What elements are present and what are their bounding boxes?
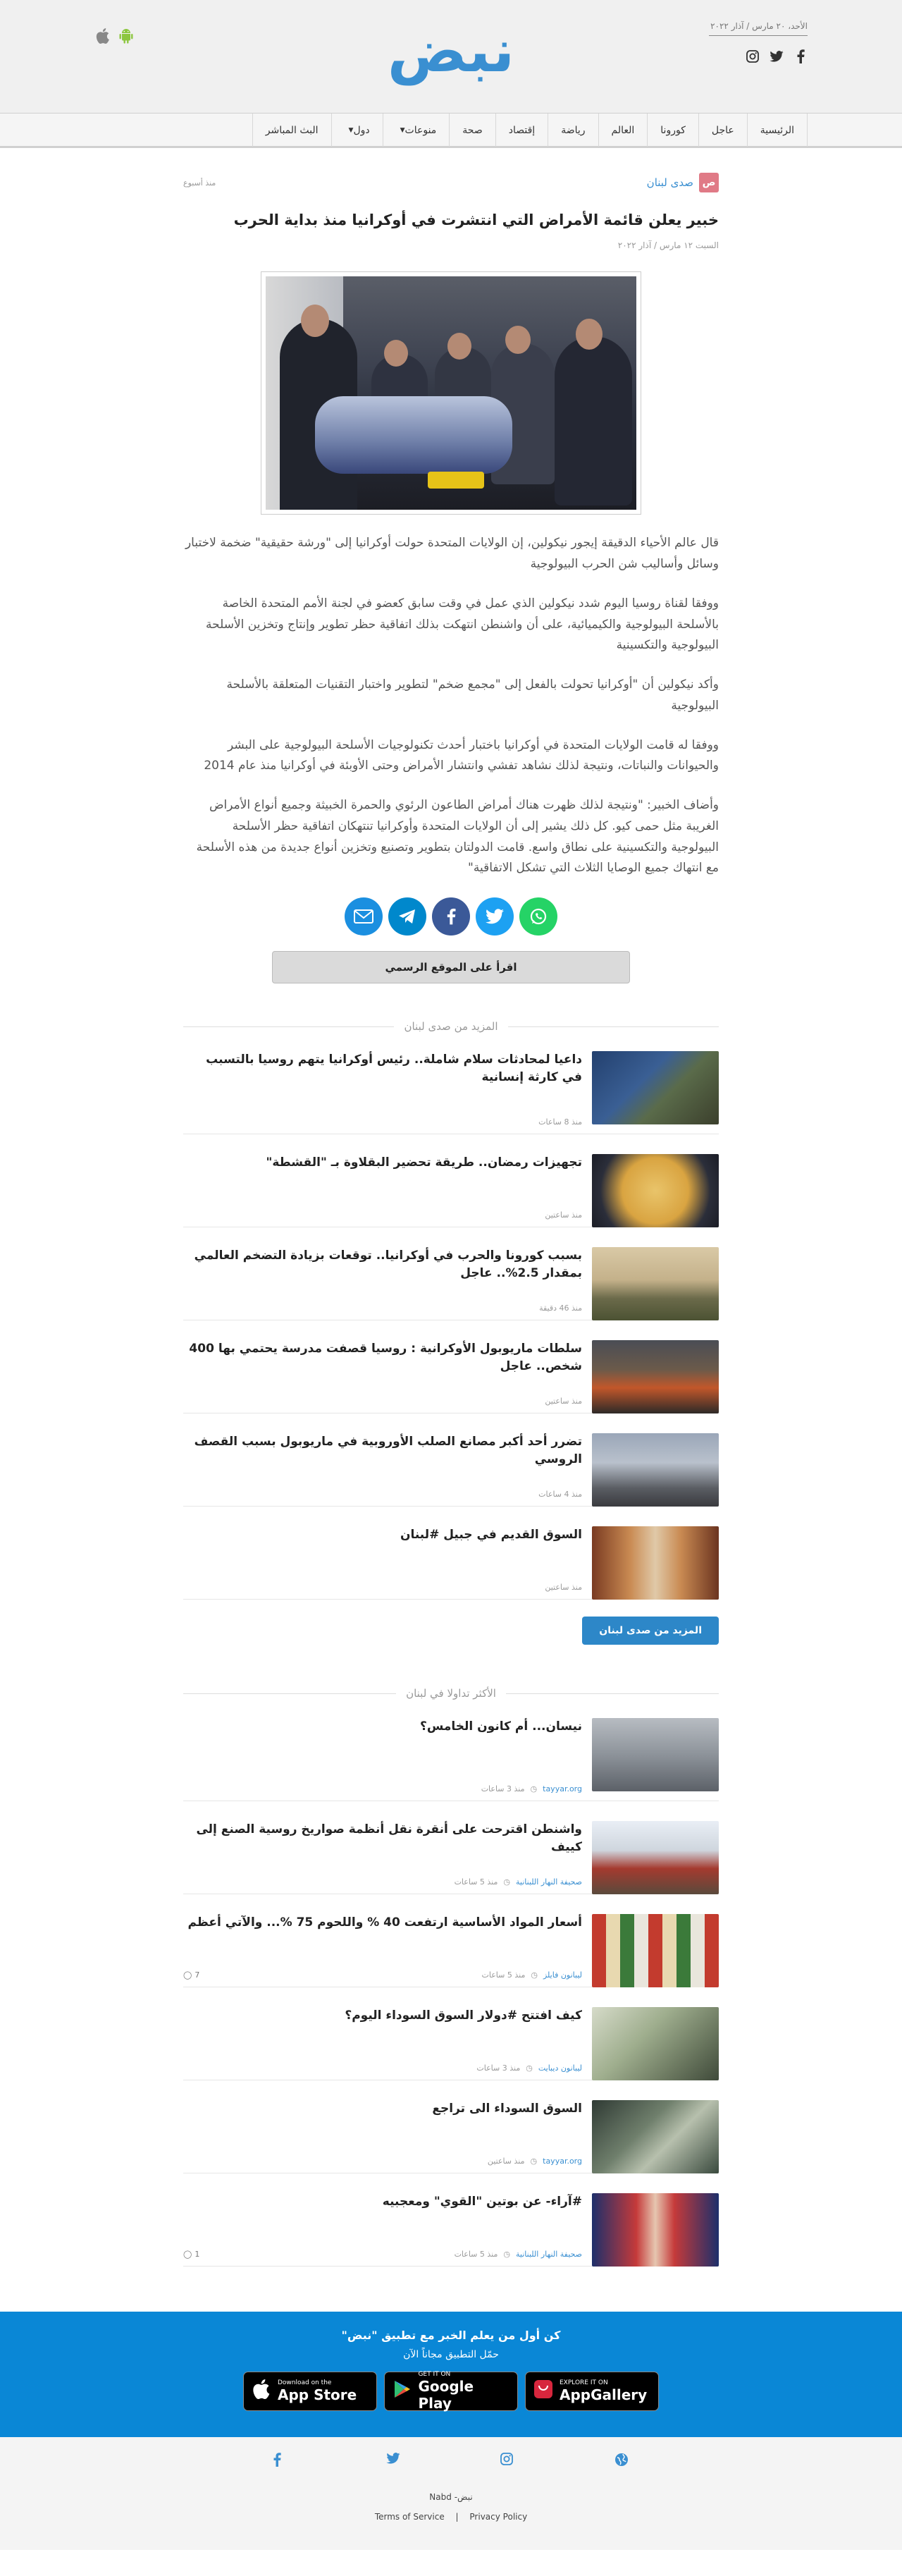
- list-item[interactable]: [183, 1718, 719, 1801]
- instagram-icon[interactable]: [746, 49, 760, 63]
- clock-icon: ◷: [531, 1970, 538, 1980]
- most-read-header: [183, 1687, 719, 1700]
- instagram-icon[interactable]: [500, 2453, 516, 2468]
- list-item[interactable]: [183, 1997, 719, 2080]
- news-title: داعيا لمحادثات سلام شاملة.. رئيس أوكرانيا يتهم روسيا بالتسبب في كارثة إنسانية: [206, 1053, 582, 1084]
- clock-icon: ◷: [530, 2157, 538, 2166]
- news-time: منذ 3 ساعات: [481, 1784, 525, 1794]
- article-content: [183, 148, 719, 2267]
- terms-link[interactable]: Terms of Service: [374, 2512, 445, 2522]
- news-title: كيف افتتح #دولار السوق السوداء اليوم؟: [345, 2008, 582, 2023]
- more-from-list: [183, 1051, 719, 1600]
- nav-item-countries-label: دول: [353, 124, 370, 136]
- news-thumbnail: [592, 1526, 719, 1600]
- news-time: منذ 3 ساعات: [476, 2063, 521, 2073]
- header-social: [746, 49, 808, 63]
- app-store-badge[interactable]: [243, 2372, 377, 2411]
- article-paragraph: وأضاف الخبير: "ونتيجة لذلك ظهرت هناك أمراض الطاعون الرئوي والحمرة الخبيثة وجميع أنواع الأمراض الغريبة مثل حمى كيو. كل ذلك يشير إلى أن الولايات المتحدة وأوكرانيا تنتهكان اتفاقية حظر الأسلحة البيولوجية والتكسينية على نطاق واسع. قامت الدولتان بتطوير وتصنيع وتخزين أنواع جديدة من هذه الأسلحة مع انتهاك جميع الوصايا الثلاث التي تشكل الاتفاقية": [196, 798, 719, 876]
- clock-icon: ◷: [530, 1784, 538, 1794]
- article-body: [183, 533, 719, 879]
- most-read-title: الأكثر تداولا في لبنان: [406, 1687, 496, 1700]
- nav-item-live[interactable]: البث المباشر: [252, 114, 331, 147]
- comment-icon: ◯: [183, 1970, 192, 1980]
- news-time: منذ 5 ساعات: [454, 2250, 498, 2259]
- article-paragraph: وأكد نيكولين أن "أوكرانيا تحولت بالفعل إلى "مجمع ضخم" لتطوير واختبار التقنيات المتعلقة بالأسلحة البيولوجية: [226, 677, 719, 713]
- source-age: منذ أسبوع: [183, 178, 216, 188]
- news-thumbnail: [592, 1051, 719, 1124]
- badge-small-text: GET IT ON: [418, 2371, 451, 2379]
- comments-number: 1: [194, 2250, 200, 2259]
- most-read-list: [183, 1718, 719, 2267]
- news-title: #آراء- عن بوتين "القوي" ومعجبيه: [382, 2195, 582, 2209]
- news-thumbnail: [592, 1433, 719, 1507]
- source-row: [183, 171, 719, 195]
- list-item[interactable]: [183, 1904, 719, 1987]
- news-title: تضرر أحد أكبر مصانع الصلب الأوروبية في ماريوبول بسبب القصف الروسي: [194, 1435, 582, 1466]
- footer-brand: نبض- Nabd: [429, 2492, 473, 2503]
- caret-down-icon: ▼: [348, 126, 354, 134]
- top-header: [0, 0, 902, 113]
- app-download-banner: [0, 2312, 902, 2437]
- news-title: سلطات ماريوبول الأوكرانية : روسيا قصفت مدرسة يحتمي بها 400 شخص.. عاجل: [189, 1342, 582, 1373]
- article-paragraph: ووفقا له قامت الولايات المتحدة في أوكرانيا باختبار أحدث تكنولوجيات الأسلحة البيولوجية على البشر والحيوانات والنباتات، ونتيجة لذلك نشاهد تفشي وانتشار الأمراض وحتى الأوبئة في أوكرانيا منذ عام 2014: [204, 737, 719, 773]
- news-title: السوق القديم في جبيل #لبنان: [400, 1528, 582, 1542]
- news-source[interactable]: صحيفة النهار اللبنانية: [516, 1877, 582, 1887]
- list-item[interactable]: [183, 1423, 719, 1507]
- news-thumbnail: [592, 1247, 719, 1320]
- news-thumbnail: [592, 1718, 719, 1791]
- footer-social: [0, 2453, 902, 2468]
- news-time: منذ ساعتين: [545, 1210, 582, 1220]
- article-date: السبت ١٢ مارس / آذار ٢٠٢٢: [617, 240, 719, 251]
- news-time: منذ 5 ساعات: [481, 1970, 526, 1980]
- list-item[interactable]: [183, 1811, 719, 1894]
- news-time: منذ ساعتين: [545, 1583, 582, 1593]
- news-thumbnail: [592, 1821, 719, 1894]
- app-banner-subtitle: حمّل التطبيق مجاناً الآن: [403, 2349, 499, 2361]
- apple-icon[interactable]: [94, 28, 110, 44]
- source-logo: ص: [699, 173, 719, 192]
- source-name: صدى لبنان: [646, 176, 693, 189]
- share-telegram-button[interactable]: [388, 897, 426, 936]
- facebook-icon[interactable]: [272, 2453, 288, 2468]
- news-time: منذ 4 ساعات: [538, 1490, 582, 1499]
- apple-icon: [251, 2379, 272, 2404]
- appgallery-badge[interactable]: [525, 2372, 659, 2411]
- news-time: منذ 46 دقيقة: [539, 1304, 582, 1313]
- globe-icon[interactable]: [614, 2453, 630, 2468]
- footer-links: [0, 2512, 902, 2522]
- news-title: تجهيزات رمضان.. طريقة تحضير البقلاوة بـ "القشطة": [266, 1155, 582, 1170]
- clock-icon: ◷: [503, 1877, 510, 1887]
- news-time: منذ 8 ساعات: [538, 1117, 582, 1127]
- article-photo: [266, 276, 636, 510]
- article-title: خبير يعلن قائمة الأمراض التي انتشرت في أوكرانيا منذ بداية الحرب: [233, 211, 719, 228]
- android-icon[interactable]: [118, 28, 134, 44]
- news-source[interactable]: ليبانون فايلز: [543, 1970, 582, 1980]
- telegram-icon: [398, 908, 416, 925]
- list-item[interactable]: [183, 1516, 719, 1600]
- google-play-badge[interactable]: [384, 2372, 518, 2411]
- clock-icon: ◷: [503, 2250, 510, 2259]
- news-title: السوق السوداء الى تراجع: [432, 2102, 582, 2116]
- nav-item-misc-label: منوعات: [404, 124, 437, 136]
- news-time: منذ ساعتين: [545, 1397, 582, 1406]
- nav-item-countries[interactable]: [331, 114, 383, 147]
- news-thumbnail: [592, 1154, 719, 1227]
- facebook-icon: [445, 907, 457, 926]
- nav-item-sports[interactable]: رياضة: [548, 114, 598, 147]
- more-from-source-button[interactable]: المزيد من صدى لبنان: [582, 1617, 719, 1645]
- share-whatsapp-button[interactable]: [519, 897, 557, 936]
- article-paragraph: ووفقا لقناة روسيا اليوم شدد نيكولين الذي عمل في وقت سابق كعضو في لجنة الأمم المتحدة الخاصة بالأسلحة البيولوجية والكيميائية، على أن واشنطن انتهكت بذلك اتفاقية حظر تطوير وإنتاج وتخزين الأسلحة البيولوجية والتكسينية: [205, 596, 719, 653]
- header-date: الأحد، ٢٠ مارس / آذار ٢٠٢٢: [709, 21, 808, 36]
- news-title: واشنطن اقترحت على أنقرة نقل أنظمة صواريخ روسية الصنع إلى كييف: [196, 1822, 582, 1854]
- list-item[interactable]: [183, 2090, 719, 2173]
- comments-count[interactable]: [183, 2250, 199, 2259]
- badge-small-text: Download on the: [278, 2379, 332, 2387]
- news-title: نيسان... أم كانون الخامس؟: [419, 1719, 582, 1734]
- list-item[interactable]: [183, 1237, 719, 1320]
- more-from-header: [183, 1020, 719, 1033]
- email-icon: [354, 909, 373, 924]
- comment-icon: ◯: [183, 2250, 192, 2259]
- facebook-icon[interactable]: [793, 49, 808, 63]
- list-item[interactable]: [183, 1144, 719, 1227]
- list-item[interactable]: [183, 1051, 719, 1134]
- news-thumbnail: [592, 1340, 719, 1413]
- article-image: [261, 271, 641, 515]
- news-title: أسعار المواد الأساسية ارتفعت 40 % واللحوم 75 %... والآتي أعظم: [187, 1915, 582, 1930]
- badge-big-text: Google Play: [418, 2378, 474, 2412]
- appgallery-icon: [533, 2379, 554, 2404]
- comments-number: 7: [194, 1970, 200, 1980]
- twitter-icon[interactable]: [770, 49, 784, 63]
- twitter-icon[interactable]: [386, 2453, 402, 2468]
- list-item[interactable]: [183, 2183, 719, 2267]
- main-nav: [0, 113, 902, 148]
- news-time: منذ 5 ساعات: [454, 1877, 498, 1887]
- share-facebook-button[interactable]: [432, 897, 470, 936]
- badge-big-text: AppGallery: [560, 2386, 648, 2404]
- source-brand[interactable]: [647, 173, 719, 192]
- google-play-icon: [392, 2380, 412, 2403]
- privacy-link[interactable]: Privacy Policy: [469, 2512, 528, 2522]
- share-row: [183, 897, 719, 936]
- news-source[interactable]: ليبانون ديبايت: [538, 2063, 582, 2073]
- store-badges: [0, 2372, 902, 2411]
- news-thumbnail: [592, 2007, 719, 2080]
- nav-item-home[interactable]: الرئيسية: [747, 114, 808, 147]
- store-icons: [94, 28, 134, 44]
- caret-down-icon: ▼: [400, 126, 405, 134]
- share-twitter-button[interactable]: [476, 897, 514, 936]
- nav-item-urgent[interactable]: عاجل: [698, 114, 747, 147]
- clock-icon: ◷: [526, 2063, 533, 2073]
- app-banner-title: كن أول من يعلم الخبر مع تطبيق "نبض": [341, 2329, 561, 2343]
- comments-count[interactable]: [183, 1970, 199, 1980]
- site-logo[interactable]: نبض: [387, 16, 515, 85]
- more-from-title: المزيد من صدى لبنان: [404, 1020, 498, 1034]
- news-source[interactable]: tayyar.org: [543, 1784, 582, 1794]
- news-source[interactable]: صحيفة النهار اللبنانية: [516, 2250, 582, 2259]
- nav-item-world[interactable]: العالم: [598, 114, 648, 147]
- badge-big-text: App Store: [278, 2386, 357, 2404]
- news-time: منذ ساعتين: [487, 2157, 525, 2166]
- footer-separator: |: [455, 2512, 459, 2522]
- news-title: بسبب كورونا والحرب في أوكرانيا.. توقعات بزيادة التضخم العالمي بمقدار 2.5%.. عاجل: [194, 1249, 582, 1280]
- nav-item-misc[interactable]: [383, 114, 450, 147]
- whatsapp-icon: [529, 907, 548, 926]
- news-thumbnail: [592, 2100, 719, 2173]
- news-source[interactable]: tayyar.org: [543, 2157, 582, 2166]
- share-email-button[interactable]: [345, 897, 383, 936]
- nav-item-economy[interactable]: إقتصاد: [495, 114, 548, 147]
- news-thumbnail: [592, 2193, 719, 2267]
- nav-item-corona[interactable]: كورونا: [647, 114, 698, 147]
- article-paragraph: قال عالم الأحياء الدقيقة إيجور نيكولين، إن الولايات المتحدة حولت أوكرانيا إلى "ورشة حقيقية" ضخمة لاختبار وسائل وأساليب شن الحرب البيولوجية: [185, 536, 719, 572]
- twitter-icon: [486, 909, 504, 924]
- nav-item-health[interactable]: صحة: [449, 114, 495, 147]
- badge-small-text: EXPLORE IT ON: [560, 2379, 608, 2387]
- footer: [0, 2437, 902, 2550]
- list-item[interactable]: [183, 1330, 719, 1413]
- read-official-button[interactable]: اقرأ على الموقع الرسمي: [272, 951, 630, 983]
- news-thumbnail: [592, 1914, 719, 1987]
